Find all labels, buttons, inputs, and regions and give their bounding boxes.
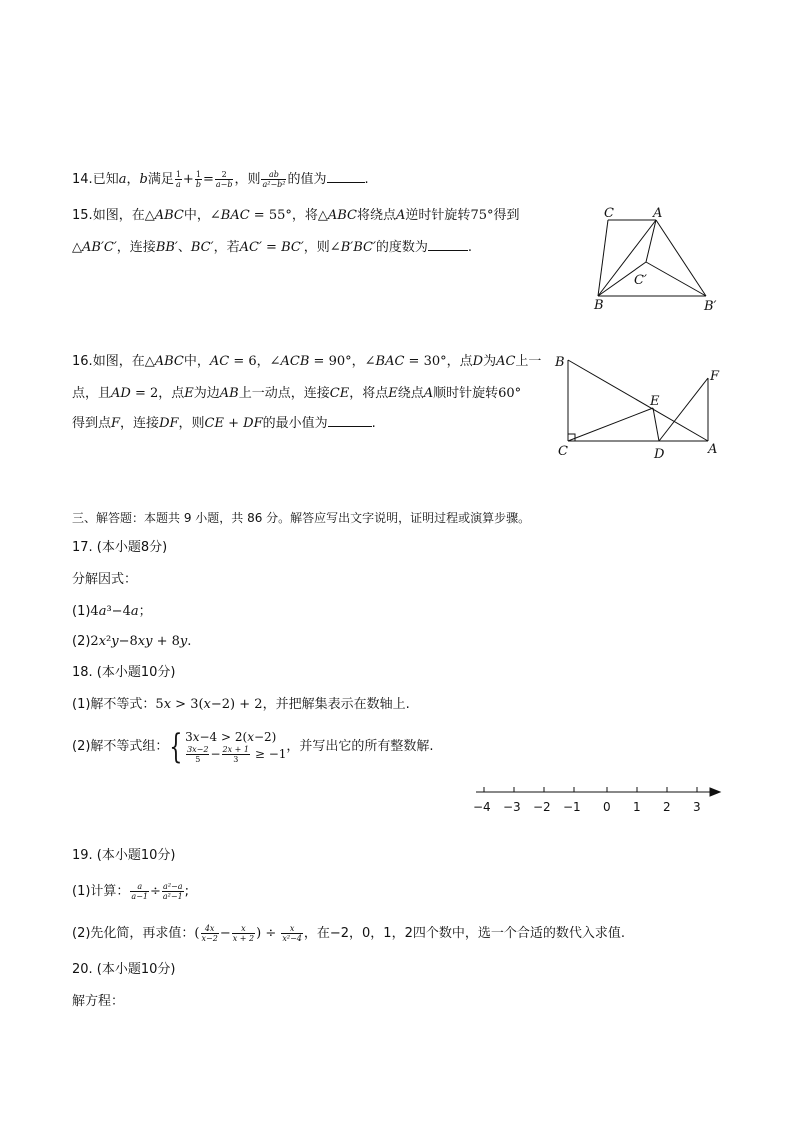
question-20-intro: 解方程： [72, 994, 125, 1009]
label-A: A [708, 442, 718, 457]
figure-q15 [588, 204, 728, 314]
label-D: D [654, 447, 665, 462]
question-18-part-2: (2)解不等式组：{ 3x−4 > 2(x−2) $\frac{3x-2}{5}$ − $\frac{2x + 1}{3}$ ≥ −1 ，并写出它的所有整数解. [72, 726, 434, 767]
question-17-part-2: (2)2x²y−8xy + 8y. [72, 634, 192, 649]
question-16-line-2: 点，且AD = 2，点E为边AB上一动点，连接CE，将点E绕点A顺时针旋转60° [72, 386, 522, 401]
number-line [470, 784, 730, 820]
section-heading: 三、解答题：本题共 9 小题，共 86 分。解答应写出文字说明，证明过程或演算步骤。 [72, 511, 531, 525]
question-15-line-1: 15.如图，在△ABC中，∠BAC = 55°，将△ABC将绕点A逆时针旋转75°得到 [72, 208, 520, 223]
question-18-title: 18. (本小题10分) [72, 665, 176, 680]
question-16-line-3: 得到点F，连接DF，则CE + DF的最小值为 . [72, 416, 376, 431]
question-19-title: 19. (本小题10分) [72, 848, 176, 863]
answer-blank [327, 182, 365, 183]
tick-label: −4 [473, 800, 491, 814]
label-B: B [555, 355, 565, 370]
label-C: C [558, 444, 568, 459]
tick-label: 0 [603, 800, 611, 814]
question-17-intro: 分解因式： [72, 572, 138, 587]
tick-label: 1 [633, 800, 641, 814]
label-E: E [650, 394, 660, 409]
tick-label: −3 [503, 800, 521, 814]
tick-label: −2 [533, 800, 551, 814]
tick-label: 2 [663, 800, 671, 814]
question-17-part-1: (1)4a³−4a； [72, 604, 152, 619]
question-16-line-1: 16.如图，在△ABC中，AC = 6，∠ACB = 90°，∠BAC = 30°，点D为AC上一 [72, 354, 542, 369]
question-14: 14.已知a，b满足 $\frac{1}{a}$ + $\frac{1}{b}$ = $\frac{2}{a-b}$ ，则 $\frac{ab}{\text{a²−b²}}$ 的值为 . [72, 170, 369, 189]
question-17-title: 17. (本小题8分) [72, 540, 168, 555]
answer-blank [428, 250, 468, 251]
question-19-part-2: (2)先化简，再求值：( $\frac{4x}{x-2}$ − $\frac{x}{x + 2}$ ) ÷ $\frac{x}{\text{x²−4}}$ ，在−2，0，1，2四个数中，选一个合适的数代入求值. [72, 924, 625, 943]
question-18-part-1: (1)解不等式：5x > 3(x−2) + 2，并把解集表示在数轴上. [72, 697, 410, 712]
label-A: A [653, 206, 663, 221]
label-B-prime: B′ [704, 299, 717, 314]
label-C-prime: C′ [634, 273, 647, 288]
question-15-line-2: △AB′C′，连接BB′、BC′，若AC′ = BC′，则∠B′BC′的度数为 . [72, 240, 473, 255]
label-C: C [604, 206, 614, 221]
question-19-part-1: (1)计算： $\frac{a}{a-1}$ ÷ $\frac{\text{a²−a}}{\text{a²−1}}$ ; [72, 882, 190, 901]
label-B: B [594, 298, 604, 313]
tick-label: 3 [693, 800, 701, 814]
tick-label: −1 [563, 800, 581, 814]
figure-q16 [550, 350, 730, 465]
label-F: F [710, 369, 720, 384]
answer-blank [328, 426, 372, 427]
question-20-title: 20. (本小题10分) [72, 962, 176, 977]
